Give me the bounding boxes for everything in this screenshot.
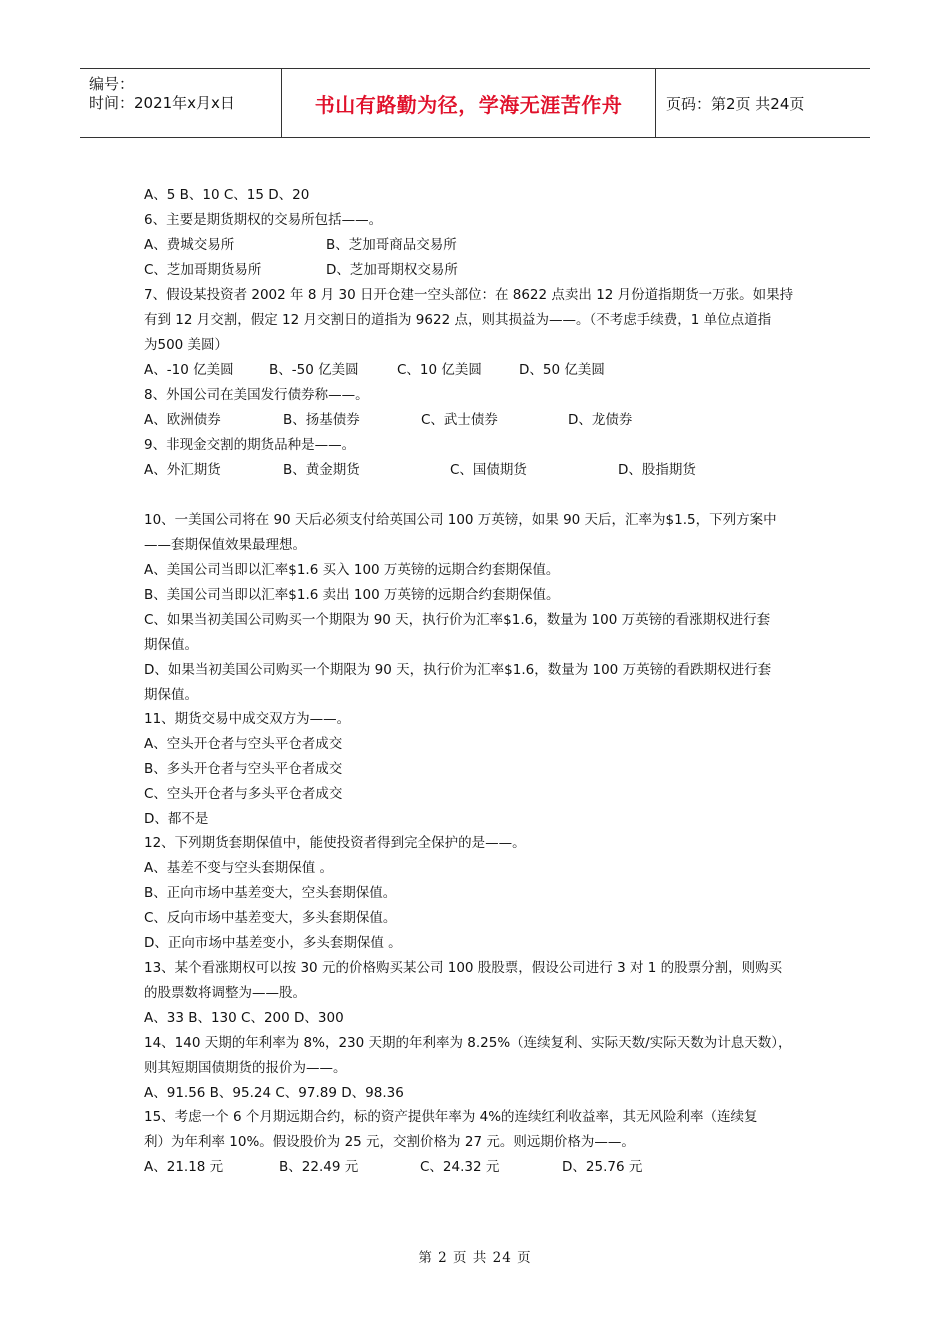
- q15-option-b: B、22.49 元: [279, 1159, 359, 1175]
- q7-option-a: A、-10 亿美圆: [144, 362, 234, 378]
- q11-stem: 11、期货交易中成交双方为——。: [144, 711, 351, 727]
- q11-option-c: C、空头开仓者与多头平仓者成交: [144, 786, 343, 802]
- q10-option-a: A、美国公司当即以汇率$1.6 买入 100 万英镑的远期合约套期保值。: [144, 562, 560, 578]
- q11-option-a: A、空头开仓者与空头平仓者成交: [144, 736, 343, 752]
- q6-option-b: B、芝加哥商品交易所: [326, 237, 457, 253]
- document-time-label: 时间：2021年x月x日: [89, 94, 235, 112]
- page-footer: 第 2 页 共 24 页: [418, 1250, 532, 1266]
- q9-option-d: D、股指期货: [618, 462, 696, 478]
- q8-stem: 8、外国公司在美国发行债券称——。: [144, 387, 369, 403]
- q10-option-c-line1: C、如果当初美国公司购买一个期限为 90 天，执行价为汇率$1.6，数量为 100 万英镑的看涨期权进行套: [144, 612, 771, 628]
- q7-option-d: D、50 亿美圆: [519, 362, 605, 378]
- header-page-info: 页码：第2页 共24页: [666, 94, 805, 113]
- q7-stem-line3: 为500 美圆）: [144, 337, 229, 353]
- q6-option-a: A、费城交易所: [144, 237, 235, 253]
- q8-option-d: D、龙债券: [568, 412, 633, 428]
- q14-options: A、91.56 B、95.24 C、97.89 D、98.36: [144, 1085, 404, 1101]
- q9-option-b: B、黄金期货: [283, 462, 360, 478]
- q15-option-a: A、21.18 元: [144, 1159, 224, 1175]
- q13-options: A、33 B、130 C、200 D、300: [144, 1010, 344, 1026]
- q8-option-c: C、武士债券: [421, 412, 498, 428]
- q12-option-a: A、基差不变与空头套期保值 。: [144, 860, 334, 876]
- q12-option-b: B、正向市场中基差变大，空头套期保值。: [144, 885, 397, 901]
- q9-option-a: A、外汇期货: [144, 462, 221, 478]
- q12-stem: 12、下列期货套期保值中，能使投资者得到完全保护的是——。: [144, 835, 526, 851]
- q9-stem: 9、非现金交割的期货品种是——。: [144, 437, 356, 453]
- q15-stem-line2: 利）为年利率 10%。假设股价为 25 元，交割价格为 27 元。则远期价格为——。: [144, 1134, 635, 1150]
- q15-option-c: C、24.32 元: [420, 1159, 500, 1175]
- q11-option-d: D、都不是: [144, 811, 209, 827]
- q14-stem-line1: 14、140 天期的年利率为 8%，230 天期的年利率为 8.25%（连续复利、实际天数/实际天数为计息天数），: [144, 1035, 792, 1051]
- q7-stem-line2: 有到 12 月交割，假定 12 月交割日的道指为 9622 点，则其损益为——。（不考虑手续费，1 单位点道指: [144, 312, 772, 328]
- q7-stem-line1: 7、假设某投资者 2002 年 8 月 30 日开仓建一空头部位：在 8622 点卖出 12 月份道指期货一万张。如果持: [144, 287, 794, 303]
- q7-option-c: C、10 亿美圆: [397, 362, 482, 378]
- header-motto: 书山有路勤为径，学海无涯苦作舟: [314, 92, 623, 117]
- q6-option-c: C、芝加哥期货易所: [144, 262, 262, 278]
- q10-option-b: B、美国公司当即以汇率$1.6 卖出 100 万英镑的远期合约套期保值。: [144, 587, 560, 603]
- q7-option-b: B、-50 亿美圆: [269, 362, 359, 378]
- q10-option-d-line2: 期保值。: [144, 687, 198, 703]
- q10-option-d-line1: D、如果当初美国公司购买一个期限为 90 天，执行价为汇率$1.6，数量为 100 万英镑的看跌期权进行套: [144, 662, 772, 678]
- q9-option-c: C、国债期货: [450, 462, 527, 478]
- document-number-label: 编号：: [89, 75, 135, 93]
- q12-option-d: D、正向市场中基差变小，多头套期保值 。: [144, 935, 402, 951]
- q5-options: A、5 B、10 C、15 D、20: [144, 187, 310, 203]
- q8-option-a: A、欧洲债券: [144, 412, 221, 428]
- q12-option-c: C、反向市场中基差变大，多头套期保值。: [144, 910, 397, 926]
- q15-option-d: D、25.76 元: [562, 1159, 643, 1175]
- q10-stem-line2: ——套期保值效果最理想。: [144, 537, 306, 553]
- q14-stem-line2: 则其短期国债期货的报价为——。: [144, 1060, 347, 1076]
- q15-stem-line1: 15、考虑一个 6 个月期远期合约，标的资产提供年率为 4%的连续红利收益率，其无风险利率（连续复: [144, 1109, 758, 1125]
- q10-option-c-line2: 期保值。: [144, 637, 198, 653]
- q11-option-b: B、多头开仓者与空头平仓者成交: [144, 761, 343, 777]
- q13-stem-line1: 13、某个看涨期权可以按 30 元的价格购买某公司 100 股股票，假设公司进行 3 对 1 的股票分割，则购买: [144, 960, 783, 976]
- q13-stem-line2: 的股票数将调整为——股。: [144, 985, 306, 1001]
- q8-option-b: B、扬基债券: [283, 412, 360, 428]
- q10-stem-line1: 10、一美国公司将在 90 天后必须支付给英国公司 100 万英镑，如果 90 天后，汇率为$1.5，下列方案中: [144, 512, 777, 528]
- q6-option-d: D、芝加哥期权交易所: [326, 262, 458, 278]
- q6-stem: 6、主要是期货期权的交易所包括——。: [144, 212, 383, 228]
